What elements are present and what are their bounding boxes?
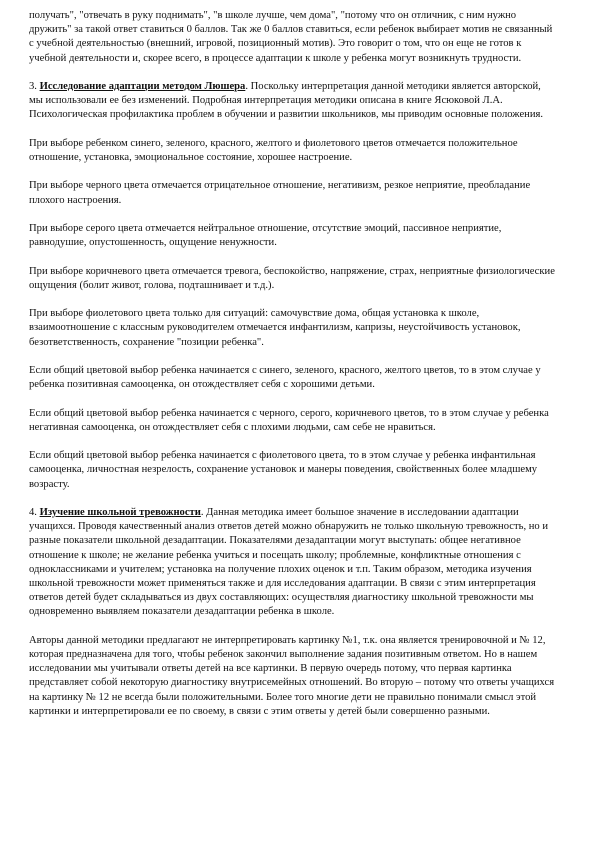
paragraph-text: При выборе черного цвета отмечается отрицательное отношение, негативизм, резкое неприятие, преобладание плохого настроения.: [29, 180, 531, 206]
paragraph-text: . Данная методика имеет большое значение в исследовании адаптации учащихся. Проводя качественный анализ ответов детей можно обнаружить не только школьную тревожность, но и разные показатели школьной дезадаптации. Показателями дезадаптации могут выступать: общее негативное отношение к школе; не желание ребенка учиться и посещать школу; проблемные, конфликтные отношения с одноклассниками и учителем; установка на получение плохих оценок и т.п. Таким образом, методика изучения школьной тревожности может применяться также и для исследования адаптации. В связи с этим интерпретация ответов детей будет складываться из двух составляющих: осуществляя диагностику школьной тревожности мы одновременно выявляем показатели дезадаптации ребенка в школе.: [29, 506, 549, 618]
paragraph-text: При выборе ребенком синего, зеленого, красного, желтого и фиолетового цветов отмечается положительное отношение, установка, эмоциональное состояние, хорошее настроение.: [29, 137, 518, 163]
paragraph-text: При выборе фиолетового цвета только для ситуаций: самочувствие дома, общая установка к школе, взаимоотношение с классным руководителем отмечается инфантилизм, капризы, неустойчивость установок, безответственность, сохранение "позиции ребенка".: [29, 308, 521, 348]
paragraph-black-color: [29, 179, 555, 207]
paragraph-text: . Поскольку интерпретация данной методики является авторской, мы использовали ее без изменений. Подробная интерпретация методики описана в книге Ясюковой Л.А. Психологическая профилактика проблем в обучении и развитии школьников, мы приводим основные положения.: [29, 81, 544, 121]
paragraph-text: Авторы данной методики предлагают не интерпретировать картинку №1, т.к. она является тренировочной и № 12, которая предназначена для того, чтобы ребенок закончил выполнение задания позитивным ответом. Но в нашем исследовании мы учитывали ответы детей на все картинки. В первую очередь потому, что первая картинка представляет собой некоторую диагностику внутрисемейных отношений. Во вторую – потому что ответы учащихся на картинку № 12 не всегда были положительными. Более того многие дети не правильно понимали смысл этой картинки и интерпретировали ее по своему, в связи с этим ответы у детей были совершенно разными.: [29, 634, 555, 717]
section-heading: Изучение школьной тревожности: [39, 506, 201, 518]
paragraph-text: Если общий цветовой выбор ребенка начинается с фиолетового цвета, то в этом случае у ребенка инфантильная самооценка, личностная незрелость, сохранение установок и манеры поведения, свойственных более младшему возрасту.: [29, 450, 538, 490]
paragraph-positive-colors: [29, 137, 555, 165]
paragraph-negative-self-esteem: [29, 407, 555, 435]
section-number: 3.: [29, 81, 40, 92]
paragraph-motive-scoring: [29, 9, 555, 66]
paragraph-pictures-interpretation: [29, 634, 555, 719]
paragraph-brown-color: [29, 265, 555, 293]
section-3-luscher-method: [29, 80, 555, 123]
paragraph-violet-color: [29, 307, 555, 350]
paragraph-text: При выборе серого цвета отмечается нейтральное отношение, отсутствие эмоций, пассивное неприятие, равнодушие, опустошенность, ощущение ненужности.: [29, 222, 502, 249]
section-4-school-anxiety: [29, 506, 555, 620]
paragraph-grey-color: [29, 222, 555, 250]
paragraph-positive-self-esteem: [29, 364, 555, 392]
section-number: 4.: [29, 506, 40, 518]
paragraph-text: получать", "отвечать в руку поднимать", "в школе лучше, чем дома", "потому что он отличник, с ним нужно дружить" за такой ответ ставиться 0 баллов. Так же 0 баллов ставиться, если ребенок выбирает мотив не связанный с учебной деятельностью (внешний, игровой, позиционный мотив). Это говорит о том, что он еще не готов к учебной деятельности и, скорее всего, в процессе адаптации к школе у ребенка могут возникнуть трудности.: [29, 10, 553, 64]
paragraph-text: Если общий цветовой выбор ребенка начинается с черного, серого, коричневого цветов, то в этом случае у ребенка негативная самооценка, он отождествляет себя с плохими людьми, сам себе не нравиться.: [29, 407, 549, 433]
paragraph-text: При выборе коричневого цвета отмечается тревога, беспокойство, напряжение, страх, неприятные физиологические ощущения (болит живот, голова, подташнивает и т.д.).: [29, 265, 555, 291]
paragraph-infantile-self-esteem: [29, 449, 555, 492]
section-heading: Исследование адаптации методом Люшера: [39, 81, 246, 92]
paragraph-text: Если общий цветовой выбор ребенка начинается с синего, зеленого, красного, желтого цветов, то в этом случае у ребенка позитивная самооценка, он отождествляет себя с хорошими детьми.: [29, 364, 541, 391]
